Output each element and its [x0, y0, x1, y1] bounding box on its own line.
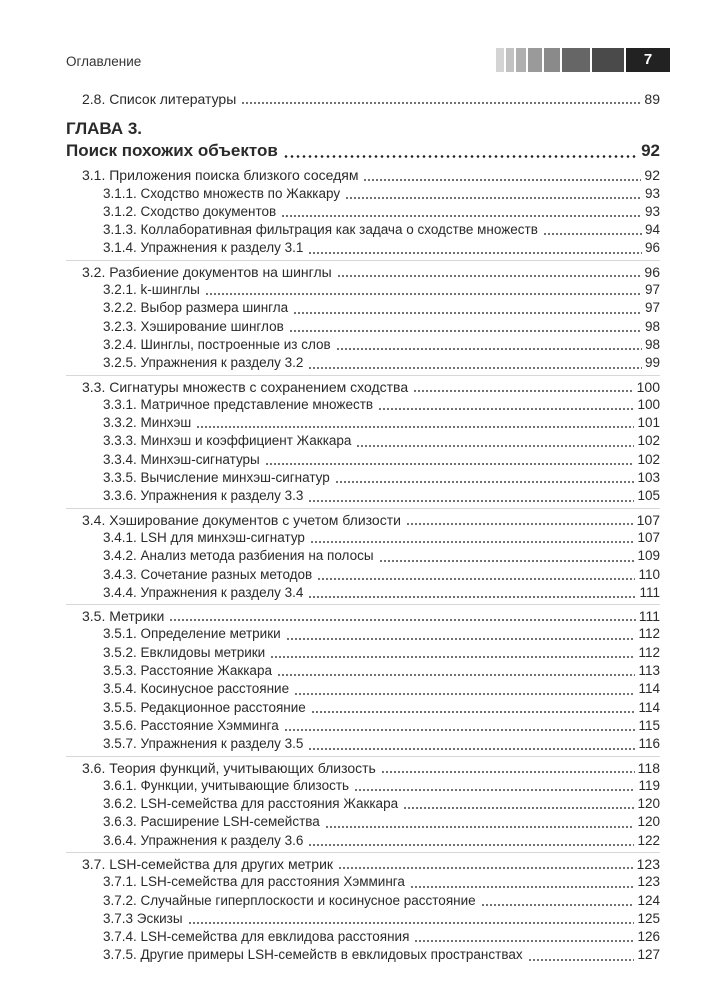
toc-entry-label: 3.3.5. Вычисление минхэш-сигнатур [103, 470, 330, 486]
toc-entry-page: 107 [637, 529, 660, 545]
dot-leader [543, 233, 642, 235]
chapter-page: 92 [641, 141, 660, 161]
toc-entry-label: 3.5.4. Косинусное расстояние [103, 681, 290, 697]
section-group [66, 508, 660, 602]
toc-entry-page: 97 [644, 300, 660, 316]
dot-leader [289, 330, 642, 332]
toc-entry-page: 94 [644, 222, 660, 238]
toc-entry[interactable] [66, 451, 660, 469]
toc-entry[interactable] [66, 777, 660, 795]
dot-leader [410, 886, 635, 888]
dot-leader [169, 619, 635, 621]
toc-entry[interactable] [66, 644, 660, 662]
toc-entry-label: 3.5.7. Упражнения к разделу 3.5 [103, 736, 304, 752]
toc-entry-label: 3.5.6. Расстояние Хэмминга [103, 717, 279, 733]
toc-entry[interactable] [66, 354, 660, 372]
toc-entry-page: 126 [637, 929, 660, 945]
table-of-contents [66, 90, 660, 965]
toc-entry-label: 3.6.4. Упражнения к разделу 3.6 [103, 832, 304, 848]
toc-entry[interactable] [66, 511, 660, 529]
toc-entry[interactable] [66, 699, 660, 717]
dot-leader [284, 729, 636, 731]
section-list [66, 164, 660, 964]
toc-entry[interactable] [66, 928, 660, 946]
toc-entry-page: 127 [637, 947, 660, 963]
toc-entry-label: 3.1.1. Сходство множеств по Жаккару [103, 185, 341, 201]
toc-entry-label: 3.4.1. LSH для минхэш-сигнатур [103, 529, 305, 545]
toc-entry-page: 93 [644, 185, 660, 201]
dot-leader [363, 179, 641, 181]
toc-entry[interactable] [66, 281, 660, 299]
dot-leader [378, 408, 634, 410]
toc-entry[interactable] [66, 680, 660, 698]
chapter-heading [66, 118, 660, 162]
toc-entry-page: 120 [637, 814, 660, 830]
toc-entry-label: 3.1.2. Сходство документов [103, 203, 277, 219]
toc-entry[interactable] [66, 529, 660, 547]
toc-entry-label: 3.6.3. Расширение LSH-семейства [103, 814, 320, 830]
toc-entry-page: 103 [637, 470, 660, 486]
dot-leader [286, 638, 636, 640]
toc-entry[interactable] [66, 203, 660, 221]
toc-entry[interactable] [66, 166, 660, 184]
toc-entry[interactable] [66, 735, 660, 753]
toc-entry[interactable] [66, 910, 660, 928]
dot-leader [308, 252, 642, 254]
toc-entry-label: 3.2. Разбиение документов на шинглы [82, 263, 332, 280]
toc-entry-label: 3.2.4. Шинглы, построенные из слов [103, 336, 331, 352]
toc-entry-label: 3.2.3. Хэширование шинглов [103, 318, 284, 334]
toc-entry[interactable] [66, 607, 660, 625]
toc-entry[interactable] [66, 892, 660, 910]
toc-entry[interactable] [66, 90, 660, 108]
chapter-label: ГЛАВА 3. [66, 119, 143, 139]
toc-entry[interactable] [66, 396, 660, 414]
toc-entry-label: 3.5.2. Евклидовы метрики [103, 644, 266, 660]
toc-entry-page: 118 [637, 759, 660, 776]
dot-leader [196, 426, 634, 428]
toc-entry-page: 102 [637, 433, 660, 449]
toc-entry-label: 2.8. Список литературы [82, 91, 237, 107]
toc-entry-page: 99 [644, 355, 660, 371]
toc-entry-label: 3.4.2. Анализ метода разбиения на полосы [103, 548, 374, 564]
toc-entry-page: 93 [644, 203, 660, 219]
page-tab-decoration [496, 48, 670, 72]
section-group [66, 164, 660, 257]
toc-entry[interactable] [66, 813, 660, 831]
toc-entry-page: 101 [637, 415, 660, 431]
toc-entry[interactable] [66, 584, 660, 602]
toc-entry-label: 3.7.2. Случайные гиперплоскости и косинусное расстояние [103, 892, 476, 908]
toc-entry[interactable] [66, 469, 660, 487]
toc-entry-page: 98 [644, 336, 660, 352]
toc-entry-page: 114 [638, 699, 660, 715]
toc-entry-label: 3.7.5. Другие примеры LSH-семейств в евклидовых пространствах [103, 947, 523, 963]
toc-entry[interactable] [66, 185, 660, 203]
toc-entry-label: 3.2.2. Выбор размера шингла [103, 300, 289, 316]
dot-leader [403, 807, 634, 809]
toc-entry[interactable] [66, 547, 660, 565]
toc-entry-page: 107 [636, 511, 660, 528]
toc-entry-label: 3.5.3. Расстояние Жаккара [103, 663, 272, 679]
toc-entry[interactable] [66, 378, 660, 396]
dot-leader [414, 940, 634, 942]
toc-entry-label: 3.7.4. LSH-семейства для евклидова расстояния [103, 929, 410, 945]
toc-entry-page: 96 [644, 263, 660, 280]
toc-entry[interactable] [66, 487, 660, 505]
toc-entry-page: 114 [638, 681, 660, 697]
section-group [66, 375, 660, 506]
dot-leader [345, 197, 642, 199]
toc-entry-page: 123 [637, 874, 660, 890]
section-group [66, 756, 660, 850]
toc-entry[interactable] [66, 299, 660, 317]
toc-entry-label: 3.3. Сигнатуры множеств с сохранением сходства [82, 378, 409, 395]
dot-leader [294, 693, 635, 695]
dot-leader [265, 463, 635, 465]
toc-entry-page: 110 [638, 566, 660, 582]
dot-leader [337, 275, 642, 277]
toc-entry-label: 3.3.3. Минхэш и коэффициент Жаккара [103, 433, 352, 449]
dot-leader [205, 293, 642, 295]
dot-leader [381, 771, 635, 773]
toc-entry-page: 111 [639, 584, 660, 600]
toc-entry[interactable] [66, 414, 660, 432]
toc-entry[interactable] [66, 625, 660, 643]
section-group [66, 852, 660, 965]
toc-entry-page: 120 [637, 796, 660, 812]
dot-leader [481, 904, 635, 906]
toc-entry-label: 3.2.1. k-шинглы [103, 282, 200, 298]
toc-entry-page: 116 [638, 736, 660, 752]
toc-entry[interactable] [66, 221, 660, 239]
dot-leader [277, 674, 636, 676]
section-group [66, 604, 660, 753]
toc-entry-page: 115 [638, 717, 660, 733]
toc-entry-page: 112 [638, 626, 660, 642]
dot-leader [311, 711, 636, 713]
toc-entry-label: 3.1. Приложения поиска близкого соседям [82, 167, 359, 184]
toc-entry-label: 3.4. Хэширование документов с учетом близости [82, 511, 401, 528]
toc-entry-label: 3.3.1. Матричное представление множеств [103, 396, 374, 412]
toc-entry[interactable] [66, 759, 660, 777]
section-group [66, 260, 660, 373]
dot-leader [293, 312, 642, 314]
toc-entry-label: 3.5. Метрики [82, 608, 165, 625]
dot-leader [308, 367, 642, 369]
toc-entry[interactable] [66, 318, 660, 336]
toc-entry-label: 3.5.1. Определение метрики [103, 626, 281, 642]
page-number: 7 [626, 48, 670, 72]
toc-entry-label: 3.3.2. Минхэш [103, 415, 192, 431]
toc-entry[interactable] [66, 566, 660, 584]
toc-entry-page: 124 [637, 892, 660, 908]
chapter-entry[interactable] [66, 140, 660, 162]
toc-entry-page: 92 [644, 167, 660, 184]
dot-leader [270, 656, 635, 658]
toc-entry[interactable] [66, 873, 660, 891]
dot-leader [338, 867, 634, 869]
toc-entry-page: 123 [636, 855, 660, 872]
toc-entry-page: 105 [637, 488, 660, 504]
toc-entry-page: 119 [638, 777, 660, 793]
dot-leader [336, 348, 642, 350]
toc-entry-label: 3.3.4. Минхэш-сигнатуры [103, 451, 260, 467]
toc-entry[interactable] [66, 239, 660, 257]
toc-entry-label: 3.6.2. LSH-семейства для расстояния Жаккара [103, 796, 399, 812]
toc-entry-label: 3.4.3. Сочетание разных методов [103, 566, 313, 582]
toc-entry-label: 3.7.1. LSH-семейства для расстояния Хэмминга [103, 874, 405, 890]
dot-leader [325, 826, 635, 828]
toc-entry-page: 112 [638, 644, 660, 660]
toc-entry-page: 89 [644, 91, 660, 107]
chapter-title: Поиск похожих объектов [66, 141, 278, 161]
toc-entry[interactable] [66, 336, 660, 354]
toc-entry-page: 122 [637, 832, 660, 848]
dot-leader [317, 578, 635, 580]
toc-entry-label: 3.2.5. Упражнения к разделу 3.2 [103, 355, 304, 371]
running-title: Оглавление [66, 54, 142, 69]
toc-entry[interactable] [66, 263, 660, 281]
toc-entry-page: 125 [637, 910, 660, 926]
dot-leader [379, 560, 635, 562]
dot-leader [308, 844, 634, 846]
dot-leader [335, 481, 635, 483]
dot-leader [308, 500, 634, 502]
toc-entry-page: 109 [637, 548, 660, 564]
toc-entry-label: 3.7.3 Эскизы [103, 910, 183, 926]
toc-entry-label: 3.1.3. Коллаборативная фильтрация как задача о сходстве множеств [103, 222, 538, 238]
toc-entry[interactable] [66, 432, 660, 450]
toc-entry[interactable] [66, 717, 660, 735]
dot-leader [413, 390, 634, 392]
toc-entry[interactable] [66, 832, 660, 850]
toc-entry-page: 100 [637, 396, 660, 412]
dot-leader [310, 541, 635, 543]
toc-entry-label: 3.4.4. Упражнения к разделу 3.4 [103, 584, 304, 600]
dot-leader [188, 922, 635, 924]
toc-entry[interactable] [66, 795, 660, 813]
toc-entry-page: 102 [637, 451, 660, 467]
toc-entry-label: 3.6.1. Функции, учитывающие близость [103, 777, 350, 793]
dot-leader [281, 215, 642, 217]
dot-leader [406, 523, 634, 525]
toc-entry-page: 97 [644, 282, 660, 298]
dot-leader [356, 445, 634, 447]
dot-leader [308, 748, 635, 750]
toc-entry-label: 3.1.4. Упражнения к разделу 3.1 [103, 240, 304, 256]
toc-entry-page: 100 [636, 378, 660, 395]
dot-leader [354, 789, 635, 791]
toc-entry-label: 3.5.5. Редакционное расстояние [103, 699, 306, 715]
toc-entry-page: 111 [638, 608, 660, 625]
toc-entry-page: 113 [638, 663, 660, 679]
toc-entry-page: 98 [644, 318, 660, 334]
toc-entry-label: 3.3.6. Упражнения к разделу 3.3 [103, 488, 304, 504]
toc-entry[interactable] [66, 946, 660, 964]
toc-entry-page: 96 [644, 240, 660, 256]
toc-entry[interactable] [66, 662, 660, 680]
dot-leader [308, 596, 636, 598]
toc-entry-label: 3.6. Теория функций, учитывающих близость [82, 759, 376, 776]
toc-entry[interactable] [66, 855, 660, 873]
toc-entry-label: 3.7. LSH-семейства для других метрик [82, 855, 334, 872]
dot-leader [528, 959, 635, 961]
